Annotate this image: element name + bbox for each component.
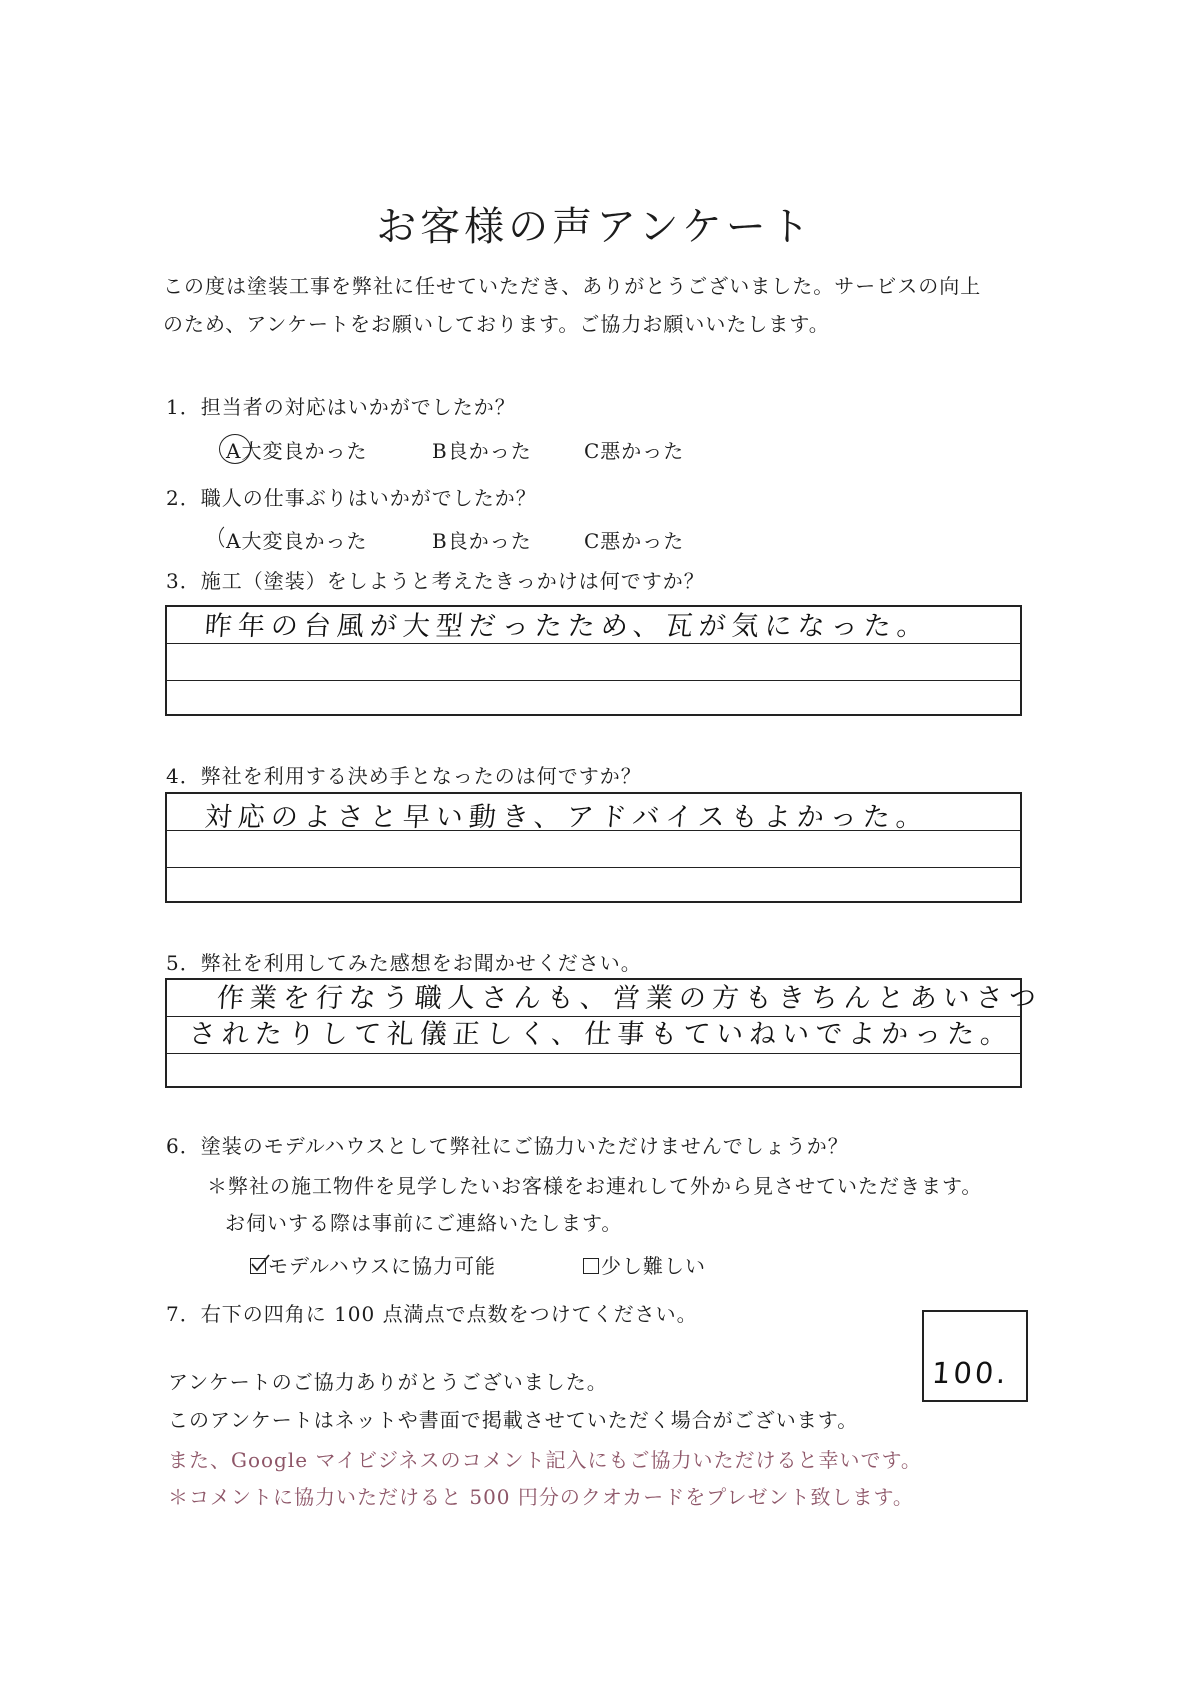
q5-rule-2 xyxy=(167,1053,1020,1054)
q7-question: 7．右下の四角に 100 点満点で点数をつけてください。 xyxy=(166,1302,698,1326)
q2-option-b[interactable]: B良かった xyxy=(432,529,532,553)
q6-option-no-label: 少し難しい xyxy=(601,1254,706,1278)
q1-option-c[interactable]: C悪かった xyxy=(584,439,685,463)
q4-answer-box[interactable] xyxy=(165,792,1022,903)
closing-line-1: アンケートのご協力ありがとうございました。 xyxy=(168,1370,608,1394)
intro-line-2: のため、アンケートをお願いしております。ご協力お願いいたします。 xyxy=(163,312,830,336)
closing-line-3: また、Google マイビジネスのコメント記入にもご協力いただけると幸いです。 xyxy=(168,1448,922,1472)
q1-option-a[interactable]: A大変良かった xyxy=(226,439,368,463)
score-value: 100. xyxy=(930,1356,1010,1390)
q5-answer-box[interactable] xyxy=(165,978,1043,1088)
q6-yes-checkbox[interactable] xyxy=(250,1258,266,1274)
q2-option-a[interactable]: A大変良かった xyxy=(226,529,368,553)
q6-option-yes[interactable] xyxy=(250,1250,496,1279)
q3-rule-1 xyxy=(167,643,1020,644)
q6-question: 6．塗装のモデルハウスとして弊社にご協力いただけませんでしょうか？ xyxy=(166,1134,849,1158)
intro-line-1: この度は塗装工事を弊社に任せていただき、ありがとうございました。サービスの向上 xyxy=(163,274,982,298)
q5-answer-line-2: されたりして礼儀正しく、仕事もていねいでよかった。 xyxy=(187,1019,1015,1050)
q2-option-c[interactable]: C悪かった xyxy=(584,529,685,553)
q4-rule-2 xyxy=(167,867,1020,868)
q6-option-yes-label: モデルハウスに協力可能 xyxy=(268,1254,496,1278)
q6-note-1: ＊弊社の施工物件を見学したいお客様をお連れして外から見させていただきます。 xyxy=(207,1174,983,1198)
score-box[interactable] xyxy=(922,1310,1028,1402)
q6-option-no[interactable] xyxy=(583,1250,706,1279)
q4-answer-line-1: 対応のよさと早い動き、アドバイスもよかった。 xyxy=(203,802,930,833)
q2-question: 2．職人の仕事ぶりはいかがでしたか？ xyxy=(166,486,537,510)
closing-line-4: ＊コメントに協力いただけると 500 円分のクオカードをプレゼント致します。 xyxy=(168,1485,914,1509)
q5-question: 5．弊社を利用してみた感想をお聞かせください。 xyxy=(166,951,642,975)
q3-rule-2 xyxy=(167,680,1020,681)
q5-answer-line-1: 作業を行なう職人さんも、営業の方もきちんとあいさつ xyxy=(215,983,1043,1014)
q3-answer-line-1: 昨年の台風が大型だったため、瓦が気になった。 xyxy=(203,611,931,642)
q6-note-2: お伺いする際は事前にご連絡いたします。 xyxy=(225,1211,623,1235)
survey-title: お客様の声アンケート xyxy=(376,204,814,250)
q1-option-b[interactable]: B良かった xyxy=(432,439,532,463)
q3-question: 3．施工（塗装）をしようと考えたきっかけは何ですか？ xyxy=(166,569,705,593)
q3-answer-box[interactable] xyxy=(165,605,1022,716)
closing-line-2: このアンケートはネットや書面で掲載させていただく場合がございます。 xyxy=(168,1408,859,1432)
checkmark-icon xyxy=(249,1253,271,1275)
q1-question: 1．担当者の対応はいかがでしたか？ xyxy=(166,395,516,419)
q4-question: 4．弊社を利用する決め手となったのは何ですか？ xyxy=(166,764,642,788)
q6-no-checkbox[interactable] xyxy=(583,1258,599,1274)
